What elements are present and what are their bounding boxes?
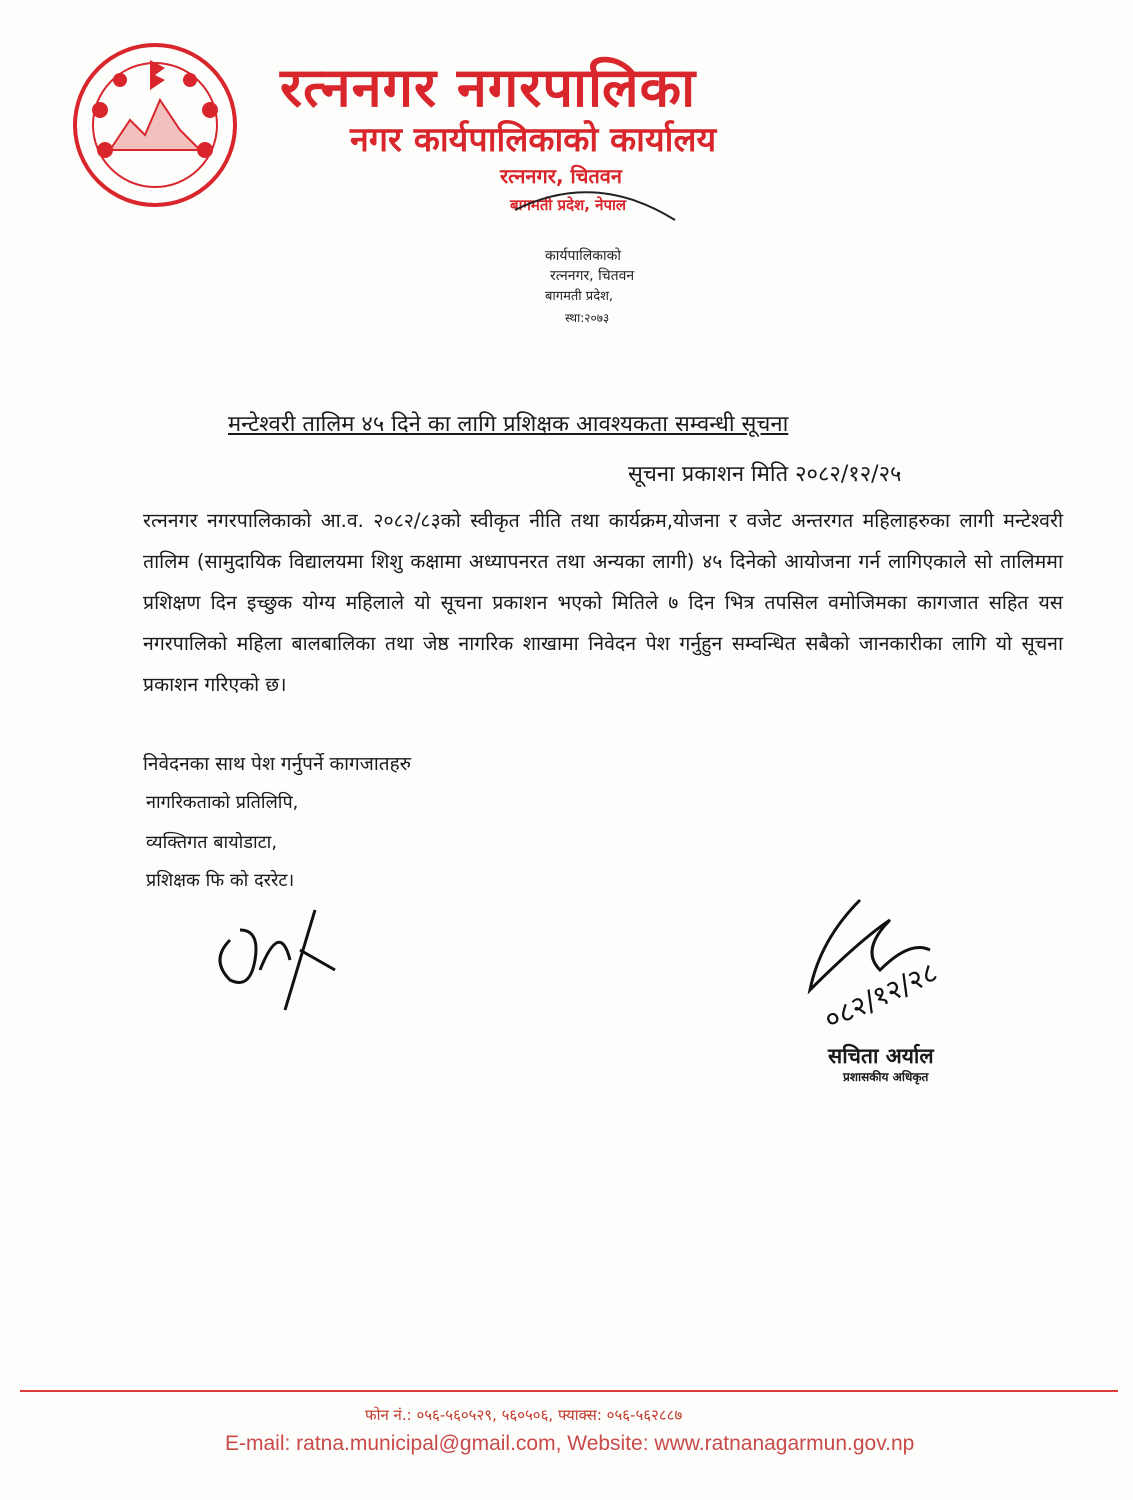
- address-line2: बागमती प्रदेश, नेपाल: [510, 196, 627, 214]
- address-line1: रत्ननगर, चितवन: [500, 164, 623, 188]
- nepal-emblem-icon: [70, 40, 240, 210]
- document-item: व्यक्तिगत बायोडाटा,: [146, 832, 278, 853]
- footer-contact: E-mail: ratna.municipal@gmail.com, Website: www.ratnanagarmun.gov.np: [225, 1432, 915, 1455]
- document-item: प्रशिक्षक फि को दररेट।: [146, 870, 295, 891]
- signatory-designation: प्रशासकीय अधिकृत: [843, 1070, 929, 1084]
- svg-text:स्था:२०७३: स्था:२०७३: [565, 311, 610, 325]
- org-name: रत्ननगर नगरपालिका: [280, 56, 697, 119]
- signature-right-icon: [800, 880, 1040, 1050]
- office-stamp-icon: [505, 180, 685, 330]
- signatory-name: सचिता अर्याल: [828, 1044, 934, 1068]
- publication-date: सूचना प्रकाशन मिति २०८२/१२/२५: [628, 462, 902, 487]
- document-item: नागरिकताको प्रतिलिपि,: [146, 792, 299, 813]
- svg-text:बागमती प्रदेश,: बागमती प्रदेश,: [545, 289, 614, 304]
- svg-text:कार्यपालिकाको: कार्यपालिकाको: [545, 248, 621, 264]
- signature-left-icon: [200, 900, 350, 1020]
- svg-text:रत्ननगर, चितवन: रत्ननगर, चितवन: [550, 268, 635, 284]
- documents-heading: निवेदनका साथ पेश गर्नुपर्ने कागजातहरु: [143, 753, 412, 775]
- handwritten-date: ०८२/१२/२८: [819, 955, 943, 1037]
- footer-divider: [20, 1390, 1118, 1392]
- footer-phone: फोन नं.: ०५६-५६०५२९, ५६०५०६, फ्याक्स: ०५६-५६२८८७: [365, 1406, 683, 1424]
- notice-body: रत्ननगर नगरपालिकाको आ.व. २०८२/८३को स्वीकृत नीति तथा कार्यक्रम,योजना र वजेट अन्तरगत महिलाहरुका लागी मन्टेश्वरी तालिम (सामुदायिक विद्यालयमा शिशु कक्षामा अध्यापनरत तथा अन्यका लागी) ४५ दिनेको आयोजना गर्न लागिएकाले सो तालिममा प्रशिक्षण दिन इच्छुक योग्य महिलाले यो सूचना प्रकाशन भएको मितिले ७ दिन भित्र तपसिल वमोजिमका कागजात सहित यस नगरपालिको महिला बालबालिका तथा जेष्ठ नागरिक शाखामा निवेदन पेश गर्नुहुन सम्वन्धित सबैको जानकारीका लागि यो सूचना प्रकाशन गरिएको छ।: [143, 509, 1063, 696]
- notice-title: मन्टेश्वरी तालिम ४५ दिने का लागि प्रशिक्षक आवश्यकता सम्वन्धी सूचना: [228, 412, 789, 437]
- office-name: नगर कार्यपालिकाको कार्यालय: [350, 120, 717, 160]
